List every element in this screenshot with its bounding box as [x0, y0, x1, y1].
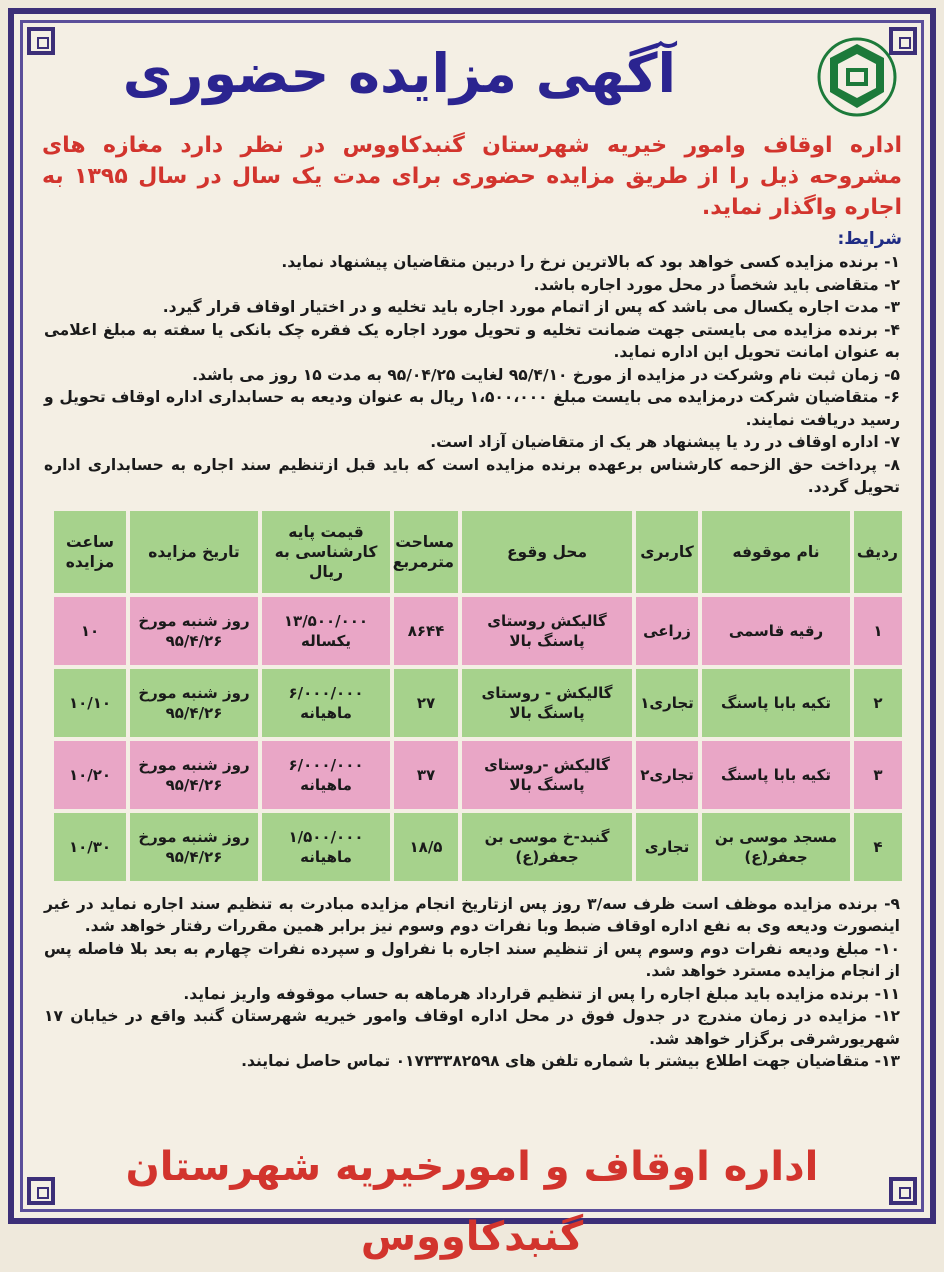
table-cell: ۲۷ [394, 669, 458, 737]
additional-conditions-list [38, 893, 906, 1073]
table-cell: ۳ [854, 741, 902, 809]
table-cell: ۶/۰۰۰/۰۰۰ ماهیانه [262, 741, 390, 809]
table-cell: تکیه بابا پاسنگ [702, 741, 850, 809]
table-cell: گنبد-خ موسی بن جعفر(ع) [462, 813, 632, 881]
table-cell: ۶/۰۰۰/۰۰۰ ماهیانه [262, 669, 390, 737]
table-cell: ۱۰ [54, 597, 126, 665]
condition-item: ۹- برنده مزایده موظف است ظرف سه/۳ روز پس ازتاریخ انجام مزایده مبادرت به تنظیم سند اجاره نماید در غیر اینصورت ودیعه وی به نفع اداره اوقاف ضبط وبا نفرات دوم وسوم نیز برابر همین مقررات رفتار خواهد شد. [44, 894, 900, 935]
table-cell: زراعی [636, 597, 698, 665]
table-row [54, 597, 902, 665]
table-cell: روز شنبه مورخ ۹۵/۴/۲۶ [130, 741, 258, 809]
table-cell: روز شنبه مورخ ۹۵/۴/۲۶ [130, 669, 258, 737]
table-cell: ۱۳/۵۰۰/۰۰۰ یکساله [262, 597, 390, 665]
table-cell: ۴ [854, 813, 902, 881]
condition-item: ۱- برنده مزایده کسی خواهد بود که بالاترین نرخ را دربین متقاضیان پیشنهاد نماید. [281, 253, 900, 271]
table-cell: گالیکش روستای پاسنگ بالا [462, 597, 632, 665]
column-header: قیمت پایه کارشناسی به ریال [262, 511, 390, 593]
notice-content [38, 30, 906, 1260]
table-cell: ۳۷ [394, 741, 458, 809]
column-header: ردیف [854, 511, 902, 593]
header [38, 30, 906, 130]
table-row [54, 813, 902, 881]
condition-item: ۱۳- متقاضیان جهت اطلاع بیشتر با شماره تلفن های ۰۱۷۳۳۳۸۲۵۹۸ تماس حاصل نمایند. [241, 1052, 900, 1070]
intro-text: اداره اوقاف وامور خیریه شهرستان گنبدکاووس در نظر دارد مغازه های مشروحه ذیل را از طریق مزایده حضوری برای مدت یک سال در سال ۱۳۹۵ به اجاره واگذار نماید. [42, 133, 902, 220]
footer-organization-name: اداره اوقاف و امورخیریه شهرستان گنبدکاووس [125, 1144, 819, 1260]
table-cell: روز شنبه مورخ ۹۵/۴/۲۶ [130, 813, 258, 881]
table-cell: ۱۰/۳۰ [54, 813, 126, 881]
condition-item: ۸- پرداخت حق الزحمه کارشناس برعهده برنده مزایده است که باید قبل ازتنظیم سند اجاره به حسابداری اداره تحویل گردد. [44, 455, 900, 496]
table-cell: تجاری۱ [636, 669, 698, 737]
condition-item: ۱۲- مزایده در زمان مندرج در جدول فوق در محل اداره اوقاف وامور خیریه شهرستان گنبد واقع در خیابان ۱۷ شهریورشرقی برگزار خواهد شد. [44, 1007, 900, 1048]
table-cell: ۱۸/۵ [394, 813, 458, 881]
table-cell: ۱/۵۰۰/۰۰۰ ماهیانه [262, 813, 390, 881]
table-cell: گالیکش - روستای پاسنگ بالا [462, 669, 632, 737]
auction-table-wrapper [38, 507, 906, 885]
table-cell: ۱۰/۱۰ [54, 669, 126, 737]
table-cell: ۲ [854, 669, 902, 737]
condition-item: ۱۰- مبلغ ودیعه نفرات دوم وسوم پس از تنظیم سند اجاره با نفراول و سپرده نفرات چهارم به بعد بلا فاصله پس از انجام مزایده مسترد خواهد شد. [44, 939, 900, 980]
awqaf-logo-icon [816, 36, 898, 118]
column-header: محل وقوع [462, 511, 632, 593]
table-cell: تجاری [636, 813, 698, 881]
table-row [54, 669, 902, 737]
condition-item: ۶- متقاضیان شرکت درمزایده می بایست مبلغ ۱،۵۰۰،۰۰۰ ریال به عنوان ودیعه به حسابداری اداره اوقاف تحویل و رسید دریافت نمایند. [44, 388, 900, 429]
column-header: نام موقوفه [702, 511, 850, 593]
notice-title: آگهی مزایده حضوری [122, 42, 676, 105]
table-cell: ۱ [854, 597, 902, 665]
conditions-list [38, 251, 906, 499]
conditions-heading: شرایط: [837, 229, 902, 249]
table-cell: تکیه بابا پاسنگ [702, 669, 850, 737]
column-header: تاریخ مزایده [130, 511, 258, 593]
column-header: ساعت مزایده [54, 511, 126, 593]
table-cell: گالیکش -روستای پاسنگ بالا [462, 741, 632, 809]
table-cell: تجاری۲ [636, 741, 698, 809]
table-row [54, 741, 902, 809]
table-cell: روز شنبه مورخ ۹۵/۴/۲۶ [130, 597, 258, 665]
auction-table [50, 507, 906, 885]
condition-item: ۳- مدت اجاره یکسال می باشد که پس از اتمام مورد اجاره باید تخلیه و در اختیار اوقاف قرار گیرد. [162, 298, 900, 316]
condition-item: ۴- برنده مزایده می بایستی جهت ضمانت تخلیه و تحویل مورد اجاره یک فقره چک بانکی یا سفته به مبلغ اعلامی به عنوان امانت تحویل این اداره نماید. [44, 320, 900, 361]
table-cell: مسجد موسی بن جعفر(ع) [702, 813, 850, 881]
column-header: مساحت مترمربع [394, 511, 458, 593]
condition-item: ۲- متقاضی باید شخصاً در محل مورد اجاره باشد. [533, 275, 900, 294]
table-cell: ۸۶۴۴ [394, 597, 458, 665]
table-header-row [54, 511, 902, 593]
table-cell: ۱۰/۲۰ [54, 741, 126, 809]
column-header: کاربری [636, 511, 698, 593]
table-cell: رقیه قاسمی [702, 597, 850, 665]
condition-item: ۵- زمان ثبت نام وشرکت در مزایده از مورخ ۹۵/۴/۱۰ لغایت ۹۵/۰۴/۲۵ به مدت ۱۵ روز می باشد. [192, 365, 900, 384]
condition-item: ۱۱- برنده مزایده باید مبلغ اجاره را پس از تنظیم قرارداد هرماهه به حساب موقوفه واریز نماید. [183, 984, 900, 1003]
condition-item: ۷- اداره اوقاف در رد یا پیشنهاد هر یک از متقاضیان آزاد است. [430, 433, 900, 451]
